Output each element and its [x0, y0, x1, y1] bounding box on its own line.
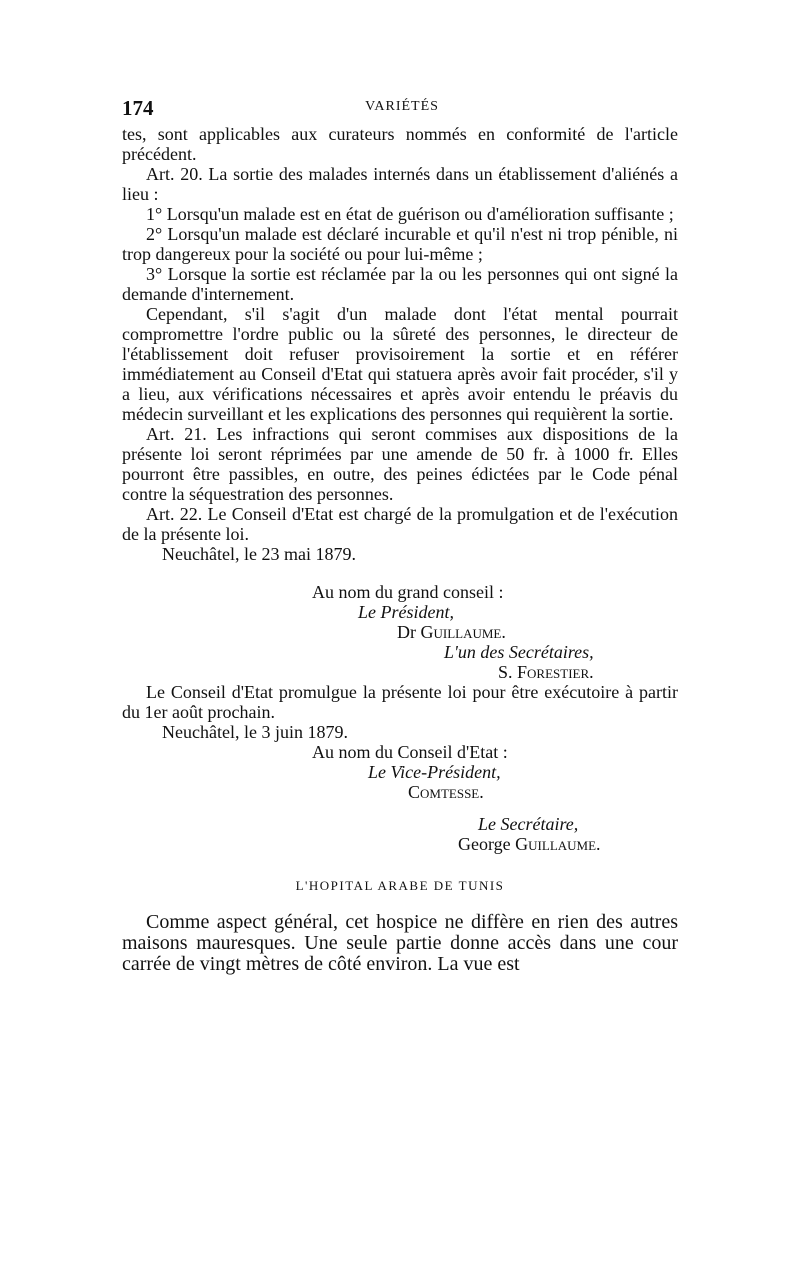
secretary-name: Forestier. — [517, 662, 594, 682]
secretary-prefix: S. — [498, 662, 518, 682]
grand-conseil-heading: Au nom du grand conseil : — [312, 582, 504, 602]
paragraph-item-1: 1° Lorsqu'un malade est en état de guérison ou d'amélioration suffisante ; — [146, 204, 674, 224]
secretaire-prefix: George — [458, 834, 516, 854]
dateline-june: Neuchâtel, le 3 juin 1879. — [162, 722, 348, 742]
paragraph-promulgation: Le Conseil d'Etat promulgue la présente loi pour être exécutoire à partir du 1er août prochain. — [122, 682, 678, 722]
page-body — [122, 124, 678, 975]
page-number: 174 — [122, 96, 154, 120]
secretary-title: L'un des Secrétaires, — [444, 642, 594, 662]
paragraph-hospital: Comme aspect général, cet hospice ne diffère en rien des autres maisons mauresques. Une seule partie donne accès dans une cour carrée de vingt mètres de côté environ. La vue est — [122, 911, 678, 975]
vice-president-title: Le Vice-Président, — [368, 762, 501, 782]
paragraph-art-20: Art. 20. La sortie des malades internés dans un établissement d'aliénés a lieu : — [122, 164, 678, 204]
secretaire-signature — [122, 834, 678, 854]
paragraph-item-2: 2° Lorsqu'un malade est déclaré incurable et qu'il n'est ni trop pénible, ni trop dangereux pour la société ou pour lui-même ; — [122, 224, 678, 264]
vice-president-name: Comtesse. — [408, 782, 484, 802]
secretaire-name: Guillaume. — [515, 834, 601, 854]
running-head: VARIÉTÉS — [365, 99, 439, 114]
secretaire-title: Le Secrétaire, — [478, 814, 579, 834]
president-prefix: Dr — [397, 622, 421, 642]
president-title: Le Président, — [358, 602, 454, 622]
president-signature — [122, 622, 678, 642]
paragraph-art-22: Art. 22. Le Conseil d'Etat est chargé de la promulgation et de l'exécution de la présente loi. — [122, 504, 678, 544]
paragraph-item-3: 3° Lorsque la sortie est réclamée par la ou les personnes qui ont signé la demande d'internement. — [122, 264, 678, 304]
conseil-etat-heading: Au nom du Conseil d'Etat : — [312, 742, 508, 762]
section-title: L'HOPITAL ARABE DE TUNIS — [295, 878, 505, 893]
dateline-may: Neuchâtel, le 23 mai 1879. — [162, 544, 356, 564]
paragraph-cependant: Cependant, s'il s'agit d'un malade dont l'état mental pourrait compromettre l'ordre public ou la sûreté des personnes, le directeur de l'établissement doit refuser provisoirement la sortie et en référer immédiatement au Conseil d'Etat qui statuera après avoir fait procéder, s'il y a lieu, aux vérifications nécessaires et après avoir entendu le préavis du médecin surveillant et les explications des personnes qui requièrent la sortie. — [122, 304, 678, 424]
paragraph-art-21: Art. 21. Les infractions qui seront commises aux dispositions de la présente loi seront réprimées par une amende de 50 fr. à 1000 fr. Elles pourront être passibles, en outre, des peines édictées par le Code pénal contre la séquestration des personnes. — [122, 424, 678, 504]
president-name: Guillaume. — [420, 622, 506, 642]
paragraph-continuation: tes, sont applicables aux curateurs nommés en conformité de l'article précédent. — [122, 124, 678, 164]
page-header — [122, 96, 682, 122]
secretary-signature — [122, 662, 678, 682]
